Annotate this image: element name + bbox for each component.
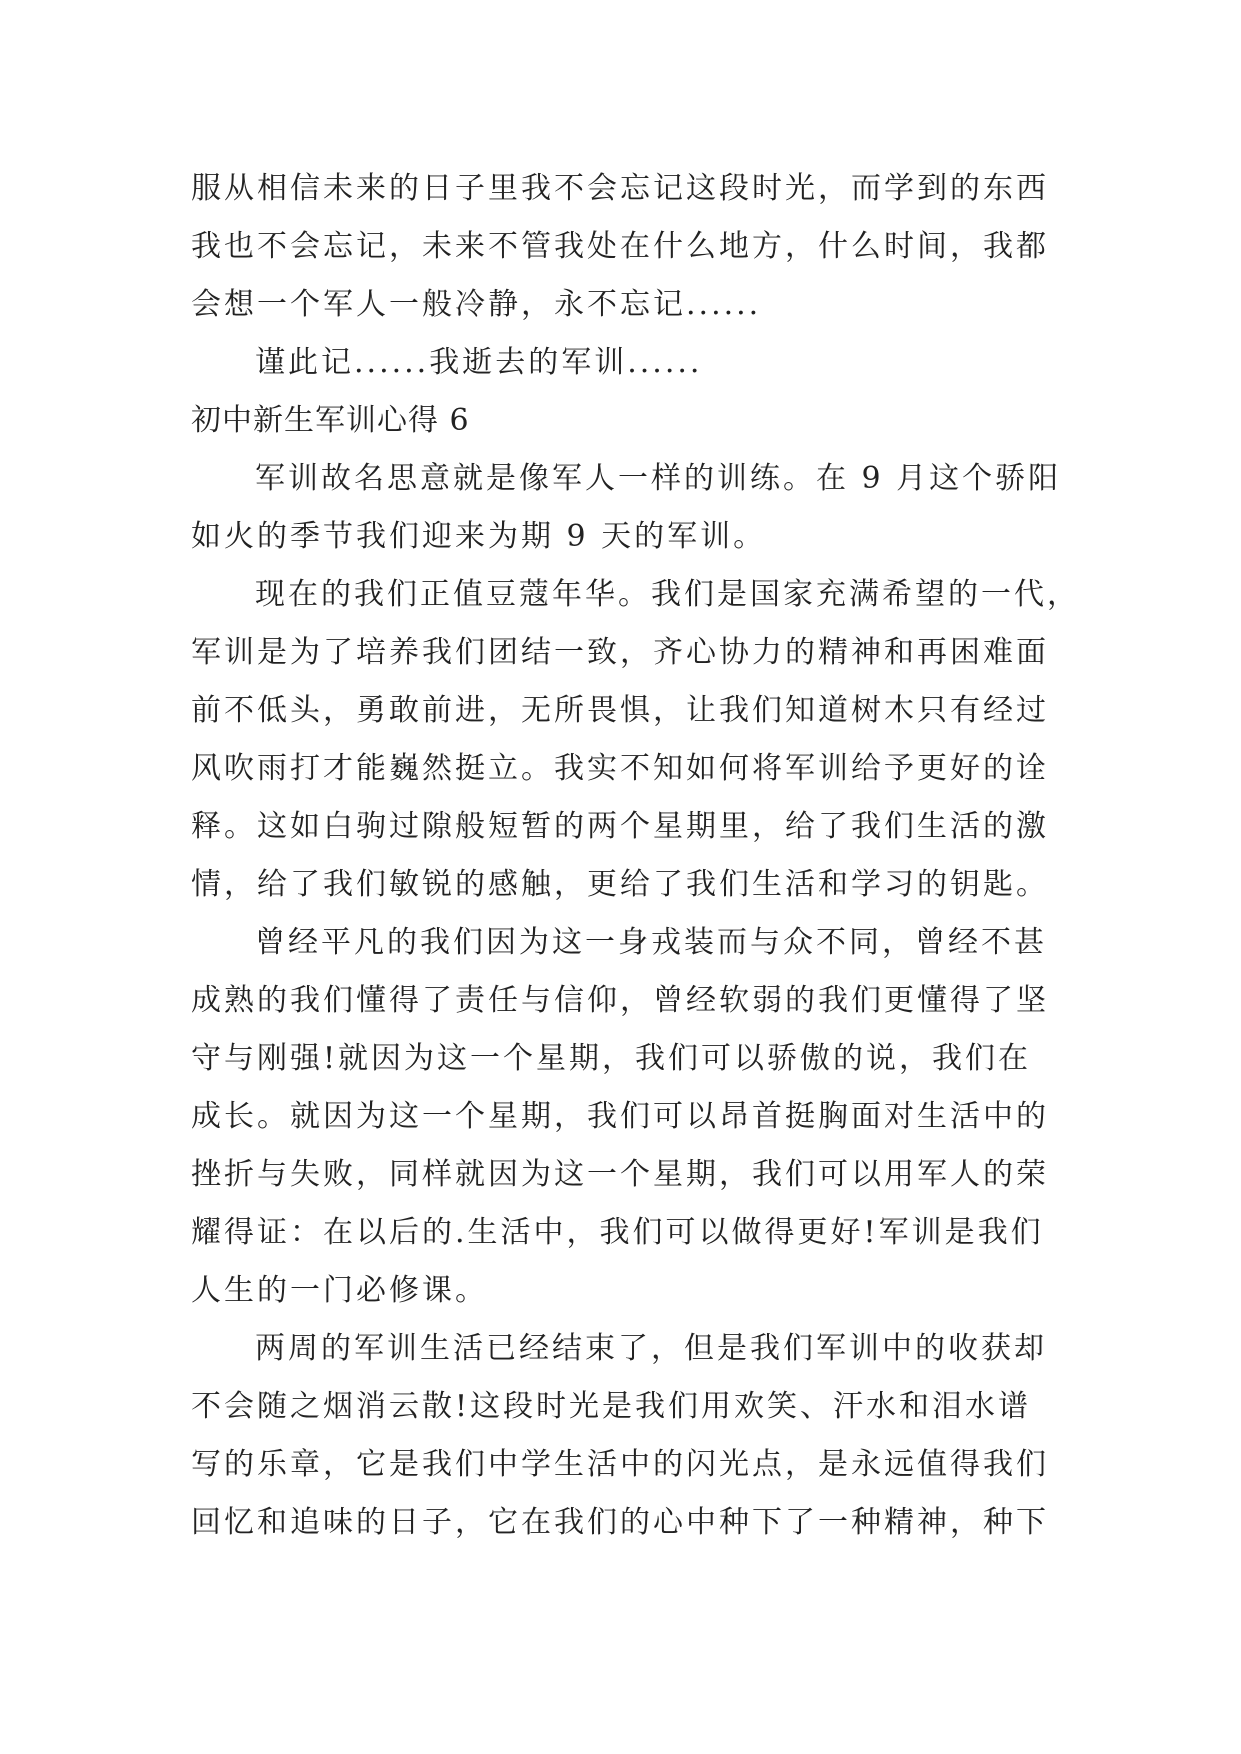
text-line: 成熟的我们懂得了责任与信仰，曾经软弱的我们更懂得了坚 (191, 983, 1049, 1018)
text-line: 谨此记......我逝去的军训...... (255, 345, 703, 380)
text-line: 曾经平凡的我们因为这一身戎装而与众不同，曾经不甚 (255, 925, 1047, 960)
text-line: 前不低头，勇敢前进，无所畏惧，让我们知道树木只有经过 (191, 693, 1049, 728)
text-line: 写的乐章，它是我们中学生活中的闪光点，是永远值得我们 (191, 1447, 1049, 1482)
text-line: 挫折与失败，同样就因为这一个星期，我们可以用军人的荣 (191, 1157, 1049, 1192)
text-line: 守与刚强!就因为这一个星期，我们可以骄傲的说，我们在 (191, 1041, 1032, 1076)
text-line: 回忆和追味的日子，它在我们的心中种下了一种精神，种下 (191, 1505, 1049, 1540)
text-line: 现在的我们正值豆蔻年华。我们是国家充满希望的一代， (255, 577, 1080, 612)
document-body (191, 160, 1080, 1552)
text-line: 不会随之烟消云散!这段时光是我们用欢笑、汗水和泪水谱 (191, 1389, 1032, 1424)
text-line: 服从相信未来的日子里我不会忘记这段时光，而学到的东西 (191, 171, 1049, 206)
text-line: 人生的一门必修课。 (191, 1273, 488, 1308)
text-line: 我也不会忘记，未来不管我处在什么地方，什么时间，我都 (191, 229, 1049, 264)
text-line: 成长。就因为这一个星期，我们可以昂首挺胸面对生活中的 (191, 1099, 1049, 1134)
text-line: 释。这如白驹过隙般短暂的两个星期里，给了我们生活的激 (191, 809, 1049, 844)
text-line: 军训是为了培养我们团结一致，齐心协力的精神和再困难面 (191, 635, 1049, 670)
text-line: 军训故名思意就是像军人一样的训练。在 9 月这个骄阳 (255, 461, 1062, 496)
text-line: 如火的季节我们迎来为期 9 天的军训。 (191, 519, 767, 554)
text-line: 两周的军训生活已经结束了，但是我们军训中的收获却 (255, 1331, 1047, 1366)
text-line: 耀得证：在以后的.生活中，我们可以做得更好!军训是我们 (191, 1215, 1044, 1250)
text-line: 情，给了我们敏锐的感触，更给了我们生活和学习的钥匙。 (191, 867, 1049, 902)
section-heading: 初中新生军训心得 6 (191, 403, 470, 438)
text-line: 会想一个军人一般冷静，永不忘记...... (191, 287, 762, 322)
text-line: 风吹雨打才能巍然挺立。我实不知如何将军训给予更好的诠 (191, 751, 1049, 786)
